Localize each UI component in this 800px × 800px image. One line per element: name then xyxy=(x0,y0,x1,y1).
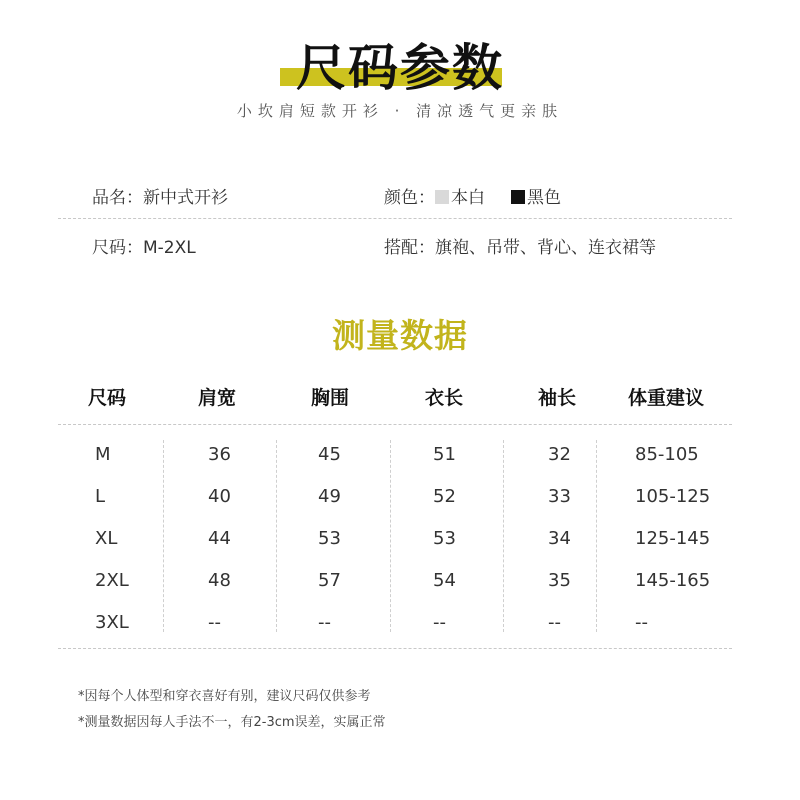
color-swatch-black xyxy=(511,190,525,204)
table-cell-shoulder: -- xyxy=(208,612,221,633)
table-cell-chest: 53 xyxy=(318,528,341,549)
table-cell-length: -- xyxy=(433,612,446,633)
size-label: 尺码： xyxy=(92,238,143,258)
column-separator xyxy=(163,440,164,632)
match-value: 旗袍、吊带、背心、连衣裙等 xyxy=(435,238,656,258)
table-cell-chest: 57 xyxy=(318,570,341,591)
table-cell-weight: -- xyxy=(635,612,648,633)
note-reference: *因每个人体型和穿衣喜好有别，建议尺码仅供参考 xyxy=(78,689,371,704)
table-cell-size: L xyxy=(95,486,106,507)
color-option-white: 本白 xyxy=(451,188,485,208)
color-option-black: 黑色 xyxy=(527,188,561,208)
table-cell-size: M xyxy=(95,444,111,465)
page-title: 尺码参数 xyxy=(296,38,504,97)
column-separator xyxy=(390,440,391,632)
table-cell-length: 52 xyxy=(433,486,456,507)
table-cell-length: 51 xyxy=(433,444,456,465)
product-colors xyxy=(384,183,561,208)
table-cell-weight: 145-165 xyxy=(635,570,711,591)
product-size-range xyxy=(92,233,196,258)
table-cell-size: 2XL xyxy=(95,570,129,591)
table-header-divider xyxy=(58,424,732,425)
table-cell-size: XL xyxy=(95,528,118,549)
table-cell-sleeve: 34 xyxy=(548,528,571,549)
table-cell-sleeve: 32 xyxy=(548,444,571,465)
column-separator xyxy=(596,440,597,632)
size-value: M-2XL xyxy=(143,238,196,258)
column-header-sleeve: 袖长 xyxy=(538,387,577,409)
section-title: 测量数据 xyxy=(332,316,468,355)
product-matching xyxy=(384,233,656,258)
product-name-label: 品名： xyxy=(92,188,143,208)
table-cell-weight: 125-145 xyxy=(635,528,711,549)
table-cell-size: 3XL xyxy=(95,612,129,633)
color-swatch-white xyxy=(435,190,449,204)
table-cell-weight: 85-105 xyxy=(635,444,699,465)
column-separator xyxy=(276,440,277,632)
table-cell-sleeve: 35 xyxy=(548,570,571,591)
table-cell-chest: 45 xyxy=(318,444,341,465)
table-cell-sleeve: -- xyxy=(548,612,561,633)
product-name-value: 新中式开衫 xyxy=(143,188,228,208)
column-header-shoulder: 肩宽 xyxy=(198,387,237,409)
table-cell-shoulder: 40 xyxy=(208,486,231,507)
table-cell-shoulder: 36 xyxy=(208,444,231,465)
note-measurement-error: *测量数据因每人手法不一，有2-3cm误差，实属正常 xyxy=(78,715,386,730)
table-cell-shoulder: 48 xyxy=(208,570,231,591)
table-cell-length: 54 xyxy=(433,570,456,591)
color-label: 颜色： xyxy=(384,188,435,208)
table-bottom-divider xyxy=(58,648,732,649)
table-cell-shoulder: 44 xyxy=(208,528,231,549)
column-header-length: 衣长 xyxy=(425,387,464,409)
table-cell-length: 53 xyxy=(433,528,456,549)
column-header-size: 尺码 xyxy=(88,387,127,409)
table-cell-weight: 105-125 xyxy=(635,486,711,507)
page-subtitle: 小坎肩短款开衫 · 清凉透气更亲肤 xyxy=(236,102,564,120)
match-label: 搭配： xyxy=(384,238,435,258)
column-separator xyxy=(503,440,504,632)
table-cell-sleeve: 33 xyxy=(548,486,571,507)
table-cell-chest: 49 xyxy=(318,486,341,507)
product-name xyxy=(92,183,228,208)
table-cell-chest: -- xyxy=(318,612,331,633)
column-header-weight: 体重建议 xyxy=(628,387,705,409)
divider xyxy=(58,218,732,219)
column-header-chest: 胸围 xyxy=(311,387,350,409)
